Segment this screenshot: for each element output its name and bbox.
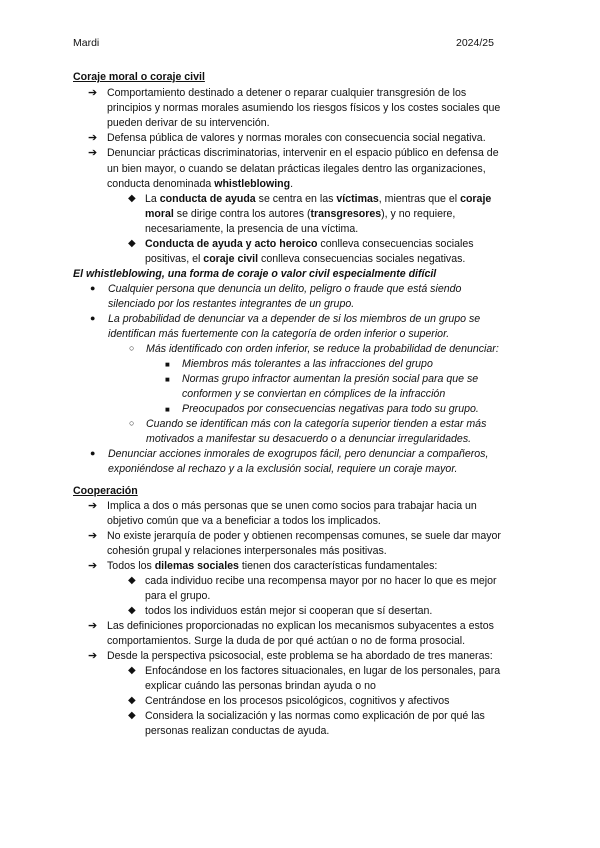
text-line: Normas grupo infractor aumentan la presión social para que se <box>182 373 479 385</box>
diamond-bullet-icon: ◆ <box>128 695 136 706</box>
text-span: conlleva consecuencias sociales <box>317 238 474 250</box>
dot-bullet-icon: ● <box>90 448 96 458</box>
arrow-bullet-icon: ➔ <box>88 500 98 512</box>
text-line: exponiéndose al rechazo y a la exclusión social, requiere un coraje mayor. <box>108 463 458 475</box>
bold-term: dilemas sociales <box>154 560 239 572</box>
diamond-bullet-icon: ◆ <box>128 575 136 586</box>
bold-term: moral <box>145 208 174 220</box>
text-span: se dirige contra los autores ( <box>173 208 311 220</box>
circle-bullet-icon: ○ <box>129 343 135 353</box>
arrow-bullet-icon: ➔ <box>88 650 98 662</box>
diamond-bullet-icon: ◆ <box>128 193 136 204</box>
text-line: conformen y se conviertan en cómplices de la infracción <box>182 388 446 400</box>
section-title-cooperacion: Cooperación <box>73 485 138 497</box>
text-line: personas realizan conductas de ayuda. <box>145 725 330 737</box>
text-line: Cuando se identifican más con la categoría superior tienden a estar más <box>146 418 487 430</box>
circle-bullet-icon: ○ <box>129 418 135 428</box>
text-line: motivados a manifestar su desacuerdo o a denunciar irregularidades. <box>146 433 472 445</box>
text-line: Centrándose en los procesos psicológicos, cognitivos y afectivos <box>145 695 450 707</box>
dot-bullet-icon: ● <box>90 283 96 293</box>
dot-bullet-icon: ● <box>90 313 96 323</box>
text-line <box>145 237 474 253</box>
text-line: Implica a dos o más personas que se unen como socios para trabajar hacia un <box>107 500 477 512</box>
arrow-bullet-icon: ➔ <box>88 87 98 99</box>
text-line <box>145 192 491 208</box>
bold-term: Conducta de ayuda y acto heroico <box>145 238 318 250</box>
header-right: 2024/25 <box>456 37 494 49</box>
text-line: pueden derivar de su intervención. <box>107 117 270 129</box>
text-span: La <box>145 193 160 205</box>
diamond-bullet-icon: ◆ <box>128 238 136 249</box>
section-title-whistleblowing: El whistleblowing, una forma de coraje o valor civil especialmente difícil <box>73 268 437 280</box>
text-line <box>107 177 293 193</box>
text-line: Defensa pública de valores y normas morales con consecuencia social negativa. <box>107 132 486 144</box>
text-line: Cualquier persona que denuncia un delito, peligro o fraude que está siendo <box>108 283 462 295</box>
header-left: Mardi <box>73 37 100 49</box>
text-line: para el grupo. <box>145 590 211 602</box>
text-line: principios y normas morales asumiendo los riesgos físicos y los costes sociales que <box>107 102 501 114</box>
text-line <box>145 207 455 223</box>
square-bullet-icon: ■ <box>165 375 170 384</box>
text-span: . <box>290 178 294 190</box>
text-line: Denunciar acciones inmorales de exogrupos fácil, pero denunciar a compañeros, <box>108 448 489 460</box>
text-line: Enfocándose en los factores situacionales, en lugar de los personales, para <box>145 665 501 677</box>
diamond-bullet-icon: ◆ <box>128 665 136 676</box>
bold-term: whistleblowing <box>214 178 291 190</box>
text-line: Comportamiento destinado a detener o reparar cualquier transgresión de los <box>107 87 467 99</box>
text-line: cohesión grupal y relaciones interpersonales más positivas. <box>107 545 387 557</box>
square-bullet-icon: ■ <box>165 360 170 369</box>
square-bullet-icon: ■ <box>165 405 170 414</box>
bold-term: coraje civil <box>203 253 259 265</box>
arrow-bullet-icon: ➔ <box>88 132 98 144</box>
arrow-bullet-icon: ➔ <box>88 147 98 159</box>
text-line <box>107 559 437 575</box>
bold-term: conducta de ayuda <box>159 193 256 205</box>
diamond-bullet-icon: ◆ <box>128 710 136 721</box>
arrow-bullet-icon: ➔ <box>88 560 98 572</box>
diamond-bullet-icon: ◆ <box>128 605 136 616</box>
text-line: explicar cuándo las personas brindan ayuda o no <box>145 680 376 692</box>
text-line: un bien mayor, o cuando se delatan prácticas ilegales dentro las organizaciones, <box>107 163 486 175</box>
text-line: No existe jerarquía de poder y obtienen recompensas comunes, se suele dar mayor <box>107 530 501 542</box>
text-line <box>145 252 465 268</box>
text-line: Considera la socialización y las normas como explicación de por qué las <box>145 710 485 722</box>
text-line: todos los individuos están mejor si cooperan que sí desertan. <box>145 605 433 617</box>
text-line: Las definiciones proporcionadas no explican los mecanismos subyacentes a estos <box>107 620 494 632</box>
text-line: comportamientos. Surge la duda de por qué actúan o no de forma prosocial. <box>107 635 466 647</box>
bold-term: víctimas <box>336 193 379 205</box>
text-line: Desde la perspectiva psicosocial, este problema se ha abordado de tres maneras: <box>107 650 493 662</box>
arrow-bullet-icon: ➔ <box>88 530 98 542</box>
text-span: positivas, el <box>145 253 204 265</box>
text-line: silenciado por los restantes integrantes de un grupo. <box>108 298 355 310</box>
bold-term: coraje <box>460 193 492 205</box>
bold-term: transgresores <box>310 208 382 220</box>
text-line: La probabilidad de denunciar va a depender de si los miembros de un grupo se <box>108 313 481 325</box>
text-span: tienen dos características fundamentales: <box>238 560 438 572</box>
text-line: Preocupados por consecuencias negativas para todo su grupo. <box>182 403 479 415</box>
text-span: conlleva consecuencias sociales negativas. <box>258 253 466 265</box>
text-line: Miembros más tolerantes a las infracciones del grupo <box>182 358 433 370</box>
text-line: Más identificado con orden inferior, se reduce la probabilidad de denunciar: <box>146 343 499 355</box>
text-span: conducta denominada <box>107 178 215 190</box>
text-span: se centra en las <box>255 193 337 205</box>
arrow-bullet-icon: ➔ <box>88 620 98 632</box>
text-line: necesariamente, la presencia de una víctima. <box>145 223 359 235</box>
text-span: Todos los <box>107 560 155 572</box>
text-line: cada individuo recibe una recompensa mayor por no hacer lo que es mejor <box>145 575 497 587</box>
text-span: , mientras que el <box>378 193 461 205</box>
text-line: Denunciar prácticas discriminatorias, intervenir en el espacio público en defensa de <box>107 147 499 159</box>
section-title-coraje: Coraje moral o coraje civil <box>73 71 205 83</box>
text-line: objetivo común que va a beneficiar a todos los implicados. <box>107 515 381 527</box>
text-span: ), y no requiere, <box>381 208 456 220</box>
text-line: identifican más fuertemente con la categoría de orden inferior o superior. <box>108 328 450 340</box>
